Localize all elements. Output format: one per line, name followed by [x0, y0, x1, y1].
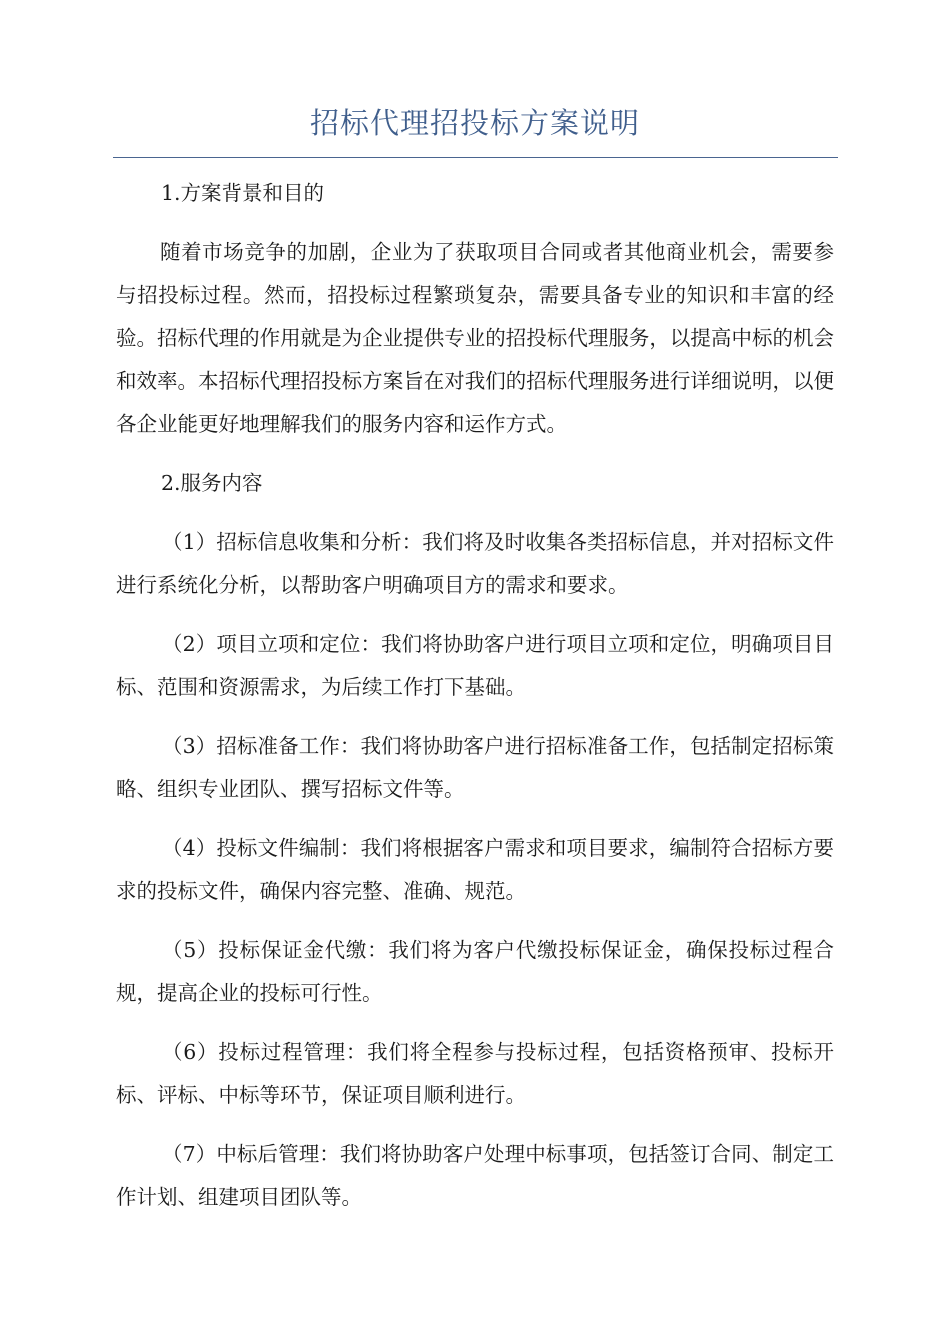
service-item: （6）投标过程管理：我们将全程参与投标过程，包括资格预审、投标开标、评标、中标等环节，保证项目顺利进行。 — [116, 1040, 834, 1107]
service-item: （2）项目立项和定位：我们将协助客户进行项目立项和定位，明确项目目标、范围和资源需求，为后续工作打下基础。 — [116, 632, 834, 699]
service-item: （7）中标后管理：我们将协助客户处理中标事项，包括签订合同、制定工作计划、组建项目团队等。 — [116, 1142, 834, 1209]
service-item: （3）招标准备工作：我们将协助客户进行招标准备工作，包括制定招标策略、组织专业团队、撰写招标文件等。 — [116, 734, 834, 801]
document-title: 招标代理招投标方案说明 — [309, 106, 640, 140]
section-heading-background: 1.方案背景和目的 — [161, 181, 325, 205]
title-underline — [113, 157, 838, 158]
background-paragraph: 随着市场竞争的加剧，企业为了获取项目合同或者其他商业机会，需要参与招投标过程。然而，招投标过程繁琐复杂，需要具备专业的知识和丰富的经验。招标代理的作用就是为企业提供专业的招投标代理服务，以提高中标的机会和效率。本招标代理招投标方案旨在对我们的招标代理服务进行详细说明，以便各企业能更好地理解我们的服务内容和运作方式。 — [116, 240, 834, 436]
service-item: （5）投标保证金代缴：我们将为客户代缴投标保证金，确保投标过程合规，提高企业的投标可行性。 — [116, 938, 834, 1005]
document-body — [116, 172, 834, 1235]
section-heading-services: 2.服务内容 — [161, 471, 263, 495]
service-item: （4）投标文件编制：我们将根据客户需求和项目要求，编制符合招标方要求的投标文件，确保内容完整、准确、规范。 — [116, 836, 834, 903]
service-item: （1）招标信息收集和分析：我们将及时收集各类招标信息，并对招标文件进行系统化分析，以帮助客户明确项目方的需求和要求。 — [116, 530, 834, 597]
